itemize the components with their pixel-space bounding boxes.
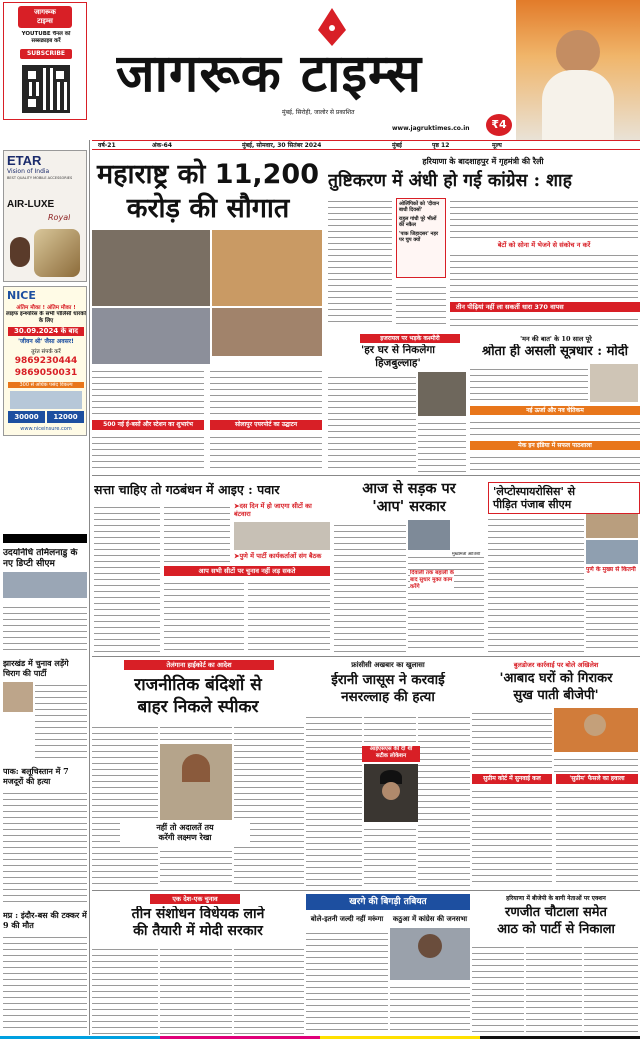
kharge-sub-1[interactable]: बोले-इतनी जल्दी नहीं मरूंगा <box>310 914 384 923</box>
kharge-photo <box>390 928 470 980</box>
info-bar <box>92 140 640 150</box>
haryana-body-1 <box>472 942 524 1034</box>
modi-photo <box>590 364 638 402</box>
one-nation-headline[interactable]: तीन संशोधन विधेयक लाने की तैयारी में मोदी सरकार <box>131 906 265 939</box>
bulldozer-body-3 <box>472 786 552 886</box>
iran-body-1 <box>306 712 362 886</box>
news-brief-label <box>3 534 87 543</box>
kharge-sub-2[interactable]: कठुआ में कांग्रेस की जनसभा <box>392 914 468 923</box>
lead-headline[interactable]: महाराष्ट्र को 11,200 करोड़ की सौगात <box>97 159 319 224</box>
modi-kicker: 'मन की बात' के 10 साल पूरे <box>520 335 592 343</box>
lead-box-body-1 <box>92 432 204 472</box>
brief-3-headline[interactable]: पाक: बलूचिस्तान में 7 मजदूरों की हत्या <box>3 766 69 786</box>
one-nation-kicker: एक देश-एक चुनाव <box>150 894 240 904</box>
brief-2-photo <box>3 682 33 712</box>
israel-photo <box>418 372 466 416</box>
nice-tag1: अंतिम मौका ! अंतिम मौका ! <box>16 305 76 311</box>
top-story-body-3 <box>450 196 638 238</box>
channel-text: YOUTUBE चैनल को सब्सक्राइब करें <box>21 31 71 44</box>
pen-nib-icon <box>302 6 362 48</box>
kharge-kicker: खरगे की बिगड़ी तबियत <box>306 894 470 910</box>
court-photo <box>160 744 232 820</box>
kharge-body-1 <box>306 928 388 1034</box>
nice-contact: तुरंत संपर्क करें <box>31 349 61 355</box>
top-story-body-1 <box>328 196 392 324</box>
israel-kicker: इजरायल पर भड़के कश्मीरी <box>360 334 460 343</box>
bulldozer-headline[interactable]: 'आबाद घरों को गिराकर सुख पाती बीजेपी' <box>499 671 613 703</box>
pawar-body-2 <box>164 502 230 562</box>
israel-body-1 <box>328 372 416 472</box>
nice-date: 30.09.2024 के बाद <box>8 327 84 336</box>
top-story-bullets <box>396 198 446 278</box>
brief-1-headline[interactable]: उदयनिधि तमिलनाडु के नए डिप्टी सीएम <box>3 548 78 569</box>
modi-headline[interactable]: श्रोता ही असली सूत्रधार : मोदी <box>481 344 628 359</box>
pawar-banner: आप सभी सीटों पर चुनाव नहीं लड़ सकते <box>164 566 330 576</box>
nice-logo: NICE <box>7 289 36 302</box>
modi-body-1 <box>470 364 588 404</box>
stat-box-2: 12000 <box>47 411 84 423</box>
punjab-body-1 <box>488 514 584 652</box>
top-story-body-5 <box>450 314 638 330</box>
modi-box-2: मेक इन इंडिया में सफल पाठशाला <box>470 441 640 450</box>
pawar-photo <box>234 522 330 550</box>
lead-box-solapur: सोलापुर एयरपोर्ट का उद्घाटन <box>210 420 322 430</box>
earbud-image <box>10 237 30 267</box>
bulldozer-body-4 <box>556 786 638 886</box>
newspaper-title: जागरूक टाइम्स <box>116 44 423 104</box>
brief-1-body <box>3 602 87 652</box>
people-image <box>10 391 82 409</box>
lead-body-1 <box>92 366 204 418</box>
youtube-ad <box>3 2 87 120</box>
aap-caption-1: दिवाली तक बहाली के बाद सुधार मुक्त काम करेंगे <box>410 570 454 590</box>
phone-number-1: 9869230444 <box>14 356 78 366</box>
stat-box-1: 30000 <box>8 411 45 423</box>
aap-headline[interactable]: आज से सड़क पर 'आप' सरकार <box>362 480 456 515</box>
editions-line: मुंबई, सिरोही, जालोर से प्रकाशित <box>282 109 355 116</box>
ad-badge: जागरूक टाइम्स <box>18 6 72 28</box>
modi-box-1: नई ऊर्जा और नव चेतिकम <box>470 406 640 415</box>
column-divider <box>89 140 90 1035</box>
modi-body-2 <box>470 417 640 439</box>
pawar-headline[interactable]: सत्ता चाहिए तो गठबंधन में आइए : पवार <box>94 482 280 497</box>
one-nation-body-2 <box>160 944 232 1034</box>
brief-2-body <box>35 680 87 760</box>
nice-ad <box>3 286 87 436</box>
price-badge: ₹4 <box>486 114 512 136</box>
lead-photo-1 <box>92 230 210 306</box>
lead-body-2 <box>210 366 322 418</box>
akhilesh-photo <box>554 708 638 752</box>
section-rule-3 <box>92 890 640 891</box>
telangana-body-1 <box>92 722 158 886</box>
etar-logo: ETAR <box>7 153 42 168</box>
haryana-body-2 <box>526 942 582 1034</box>
iran-body-3 <box>418 712 470 886</box>
bulldozer-box-2: 'सुप्रीम' फैसले का हवाला <box>556 774 638 784</box>
aap-caption-2: मुख्यमंत्री आतिशी <box>452 552 481 557</box>
punjab-caption: पुणे के मुख्य से कितनी <box>586 566 636 573</box>
punjab-photo-1 <box>586 514 638 538</box>
etar-subtitle: Vision of India <box>7 168 50 175</box>
punjab-headline[interactable]: 'लेप्टोस्पायरोसिस' से पीड़ित पंजाब सीएम <box>488 482 640 514</box>
bullet-2: राहुल गांधी पूरे भीलों की नकैल <box>399 216 437 228</box>
pawar-body-3 <box>164 578 244 652</box>
punjab-photo-2 <box>586 540 638 564</box>
website-link[interactable]: www.jagruktimes.co.in <box>392 125 470 132</box>
brief-1-photo <box>3 572 87 598</box>
cost-label: मूल्य <box>492 142 502 149</box>
atishi-photo <box>408 520 450 550</box>
airlux-title: AIR-LUXE <box>7 199 55 210</box>
iran-overlay: आईएसएस की दी थी सटीक लोकेशन <box>362 746 420 762</box>
haryana-body-3 <box>584 942 638 1034</box>
offer-badge: 300 से अधिक पसंद विकल्प <box>8 382 84 388</box>
brief-3-body <box>3 788 87 904</box>
iran-body-2 <box>364 712 416 744</box>
year-label: वर्ष-21 <box>98 142 116 149</box>
israel-body-2 <box>418 418 466 472</box>
aap-body-1 <box>334 520 406 652</box>
bullet-1: ओलिंपिकों को 'दीवान बाधी दिवसों' <box>399 201 440 213</box>
lead-photo-3 <box>92 308 210 364</box>
top-story-banner: तीन पीढ़ियां नहीं ला सकतीं धारा 370 वापस <box>450 302 640 312</box>
brief-4-body <box>3 932 87 1032</box>
section-rule-2 <box>92 656 640 657</box>
telangana-headline[interactable]: राजनीतिक बंदिशों से बाहर निकले स्पीकर <box>134 675 262 717</box>
subscribe-button[interactable]: SUBSCRIBE <box>20 49 72 59</box>
one-nation-body-1 <box>92 944 158 1034</box>
haryana-kicker: हरियाणा में बीजेपी के बागी नेताओं पर एक्शन <box>506 895 606 902</box>
lead-photo-2 <box>212 230 322 306</box>
top-story-subhead: बेटों को सोना में भेजने से संकोच न करें <box>497 241 591 249</box>
date-label: मुंबई, सोमवार, 30 सितंबर 2024 <box>242 142 322 149</box>
pen-nib-svg <box>302 6 362 48</box>
etar-ad <box>3 150 87 282</box>
pages-label: पृष्ठ 12 <box>432 142 450 149</box>
telangana-kicker: तेलंगाना हाईकोर्ट का आदेश <box>124 660 274 670</box>
one-nation-body-3 <box>234 944 304 1034</box>
nice-tag2: लाइफ इन्श्योरेंस के सभी पॉलिसी धारकों के लिए <box>6 311 86 324</box>
telangana-body-3 <box>234 722 304 886</box>
kharge-body-2 <box>390 982 470 1034</box>
modi-body-3 <box>470 452 640 472</box>
israel-headline[interactable]: 'हर घर से निकलेगा हिजबुल्लाह' <box>360 344 435 369</box>
left-ad-column <box>3 2 87 1036</box>
iran-kicker: फ्रांसीसी अखबार का खुलासा <box>351 660 425 669</box>
bulldozer-box-1: सुप्रीम कोर्ट में सुनवाई कल <box>472 774 552 784</box>
masthead <box>92 0 640 140</box>
nice-jeevan: 'जीवन श्री' जैसा अवसर! <box>18 338 74 345</box>
bulldozer-kicker: बुलडोजर कार्रवाई पर बोले अखिलेश <box>513 661 599 669</box>
pawar-body-4 <box>248 578 330 652</box>
telangana-body-2 <box>160 722 232 742</box>
bulldozer-body-2 <box>554 754 638 772</box>
iran-headline[interactable]: ईरानी जासूस ने करवाई नसरल्लाह की हत्या <box>331 672 445 705</box>
top-story-body-4 <box>450 250 638 300</box>
iran-body-4 <box>364 824 416 886</box>
etar-tag: BEST QUALITY MOBILE ACCESSORIES <box>7 176 73 180</box>
telangana-body-4 <box>160 846 232 886</box>
qr-code-icon <box>22 65 70 113</box>
amit-shah-photo <box>516 0 640 140</box>
lead-photo-4 <box>212 308 322 356</box>
punjab-body-2 <box>586 582 638 652</box>
top-story-headline[interactable]: तुष्टिकरण में अंधी हो गई कांग्रेस : शाह <box>328 171 572 191</box>
bullet-3: 'पाक जिहादसर' नहर पर चुप क्यों <box>399 231 439 243</box>
pawar-side-1: ➤दस दिन में हो जाएगा सीटों का बंटवारा <box>234 502 312 518</box>
lead-box-body-2 <box>210 432 322 472</box>
pawar-side-2: ➤पुणे में पार्टी कार्यकर्ताओं संग बैठक <box>234 552 322 560</box>
bulldozer-body-1 <box>472 708 552 772</box>
top-story-body-2 <box>396 282 446 324</box>
issue-label: अंक-64 <box>152 142 173 149</box>
aap-body-2 <box>408 552 484 652</box>
brief-2-headline[interactable]: झारखंड में चुनाव लड़ेंगे चिराग की पार्टी <box>3 658 69 678</box>
royal-title: Royal <box>48 213 71 222</box>
nice-website[interactable]: www.niceinsure.com <box>20 426 72 432</box>
telangana-caption: नहीं तो अदालतें तय करेंगी लक्ष्मण रेखा <box>120 822 250 842</box>
brief-4-headline[interactable]: मप्र : इंदौर-बस की टक्कर में 9 की मौत <box>3 910 87 930</box>
pawar-body-1 <box>94 502 160 652</box>
city-label: मुंबई <box>392 142 402 149</box>
nasrallah-photo <box>364 764 418 822</box>
lead-box-ebus: 500 नई ई-बसों और स्टेशन का शुभारंभ <box>92 420 204 430</box>
section-rule-1 <box>92 475 640 476</box>
earphone-image <box>34 229 80 277</box>
haryana-headline[interactable]: रणजीत चौटाला समेत आठ को पार्टी से निकाला <box>497 905 615 937</box>
top-story-kicker: हरियाणा के बादशाहपुर में गृहमंत्री की रैली <box>422 156 544 166</box>
phone-number-2: 9869050031 <box>14 368 78 378</box>
